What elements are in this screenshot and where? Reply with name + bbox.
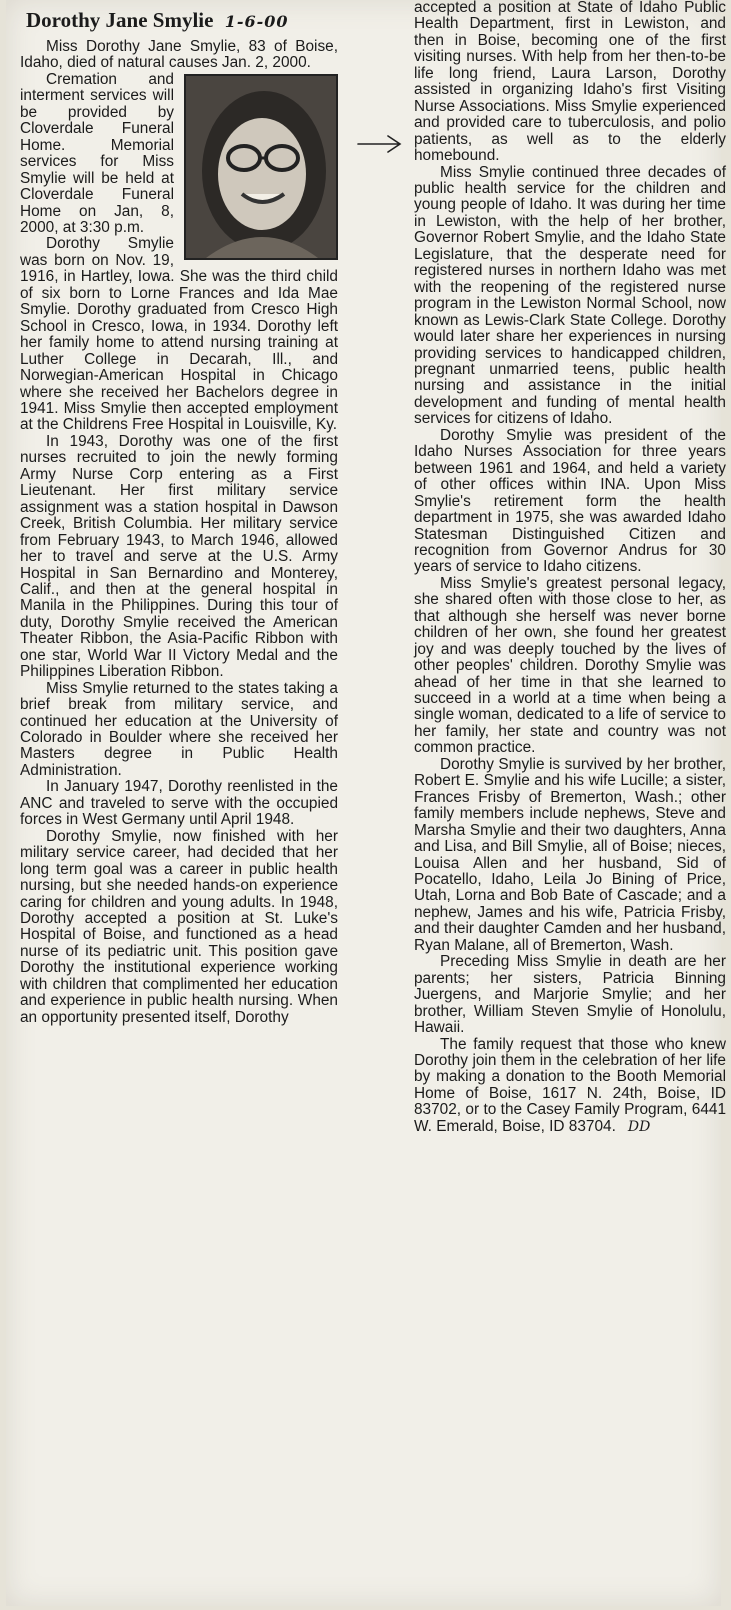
paragraph: Dorothy Smylie is survived by her brother, Robert E. Smylie and his wife Lucille; a sister, Frances Frisby of Bremerton, Wash.; other family members include nephews, Steve and Marsha Smylie and their two daughters, Anna and Lisa, and Bill Smylie, all of Boise; nieces, Louisa Allen and her husband, Sid of Pocatello, Idaho, Leila Jo Bining of Price, Utah, Lorna and Bob Bate of Cascade; and a nephew, James and his wife, Patricia Frisby, and their daughter Camden and her husband, Ryan Malane, all of Bremerton, Wash.	[414, 755, 726, 954]
paragraph: Dorothy Smylie, now finished with her military service career, had decided that her long term goal was a career in public health nursing, but she needed hands-on experience caring for children and young adults. In 1948, Dorothy accepted a position at St. Luke's Hospital of Boise, and functioned as a head nurse of its pediatric unit. This position gave Dorothy the institutional experience working with children that complimented her education and experience in public health nursing. When an opportunity presented itself, Dorothy	[20, 827, 338, 1026]
obituary-headline	[26, 7, 338, 35]
handwritten-date: 1-6-00	[224, 12, 289, 31]
paragraph: In January 1947, Dorothy reenlisted in the ANC and traveled to serve with the occupied forces in West Germany until April 1948.	[20, 778, 338, 829]
paragraph: Dorothy Smylie was president of the Idaho Nurses Association for three years between 1961 and 1964, and held a variety of other offices within INA. Upon Miss Smylie's retirement form the health department in 1975, she was awarded Idaho Statesman Distinguished Citizen and recognition from Governor Andrus for 30 years of service to Idaho citizens.	[414, 426, 726, 576]
paragraph: Miss Smylie continued three decades of public health service for the children and young people of Idaho. It was during her time in Lewiston, with the help of her brother, Governor Robert Smylie, and the Idaho State Legislature, that the desperate need for registered nurses in northern Idaho was met with the reopening of the registered nurse program in the Lewiston Normal School, now known as Lewis-Clark State College. Dorothy would later share her experiences in nursing providing services to handicapped children, pregnant unmarried teens, public health nursing and assistance in the initial development and funding of mental health services for citizens of Idaho.	[414, 163, 726, 428]
paragraph: Cremation and interment services will be provided by Cloverdale Funeral Home. Memorial services for Miss Smylie will be held at Cloverdale Funeral Home on Jan, 8, 2000, at 3:30 p.m.	[20, 70, 174, 236]
paragraph: Dorothy Smylie was born on Nov. 19, 1916, in Hartley, Iowa. She was the third child of six born to Lorne Frances and Ida Mae Smylie. Dorothy graduated from Cresco High School in Cresco, Iowa, in 1934. Dorothy left her family home to attend nursing training at Luther College in Decarah, Ill., and Norwegian-American Hospital in Chicago where she received her Bachelors degree in 1941. Miss Smylie then accepted employment at the Childrens Free Hospital in Louisville, Ky.	[20, 235, 338, 434]
portrait-photo	[184, 74, 338, 260]
paragraph: Preceding Miss Smylie in death are her parents; her sisters, Patricia Binning Juergens, and Marjorie Smylie; and her brother, William Steven Smylie of Honolulu, Hawaii.	[414, 953, 726, 1037]
newspaper-clipping	[6, 0, 726, 1606]
closing-text: The family request that those who knew Dorothy join them in the celebration of her life by making a donation to the Booth Memorial Home of Boise, 1617 N. 24th, Boise, ID 83702, or to the Casey Family Program, 6441 W. Emerald, Boise, ID 83704.	[414, 1035, 726, 1135]
paragraph: accepted a position at State of Idaho Public Health Department, first in Lewiston, and then in Boise, becoming one of the first visiting nurses. With help from her then-to-be life long friend, Laura Larson, Dorothy assisted in organizing Idaho's first Visiting Nurse Associations. Miss Smylie experienced and provided care to tuberculosis, and polio patients, as well as to the elderly homebound.	[414, 0, 726, 165]
hand-drawn-arrow-icon	[356, 133, 404, 160]
headline-name: Dorothy Jane Smylie	[26, 8, 214, 32]
paragraph	[414, 1037, 726, 1136]
paragraph: Miss Smylie returned to the states taking a brief break from military service, and continued her education at the University of Colorado in Boulder where she received her Masters degree in Public Health Administration.	[20, 679, 338, 779]
left-column	[20, 7, 338, 1026]
portrait-icon	[186, 76, 336, 258]
paragraph: Miss Smylie's greatest personal legacy, she shared often with those close to her, as that although she herself was never borne children of her own, she found her greatest joy and was deeply touched by the lives of other peoples' children. Dorothy Smylie was ahead of her time in that she learned to succeed in a world at a time when being a single woman, dedicated to a life of service to her family, her state and country was not common practice.	[414, 574, 726, 757]
right-column	[414, 0, 726, 1135]
handwritten-initials: DD	[627, 1118, 651, 1135]
paragraph: In 1943, Dorothy was one of the first nurses recruited to join the newly forming Army Nurse Corp entering as a First Lieutenant. Her first military service assignment was a station hospital in Dawson Creek, British Columbia. Her military service from February 1943, to March 1946, allowed her to travel and serve at the U.S. Army Hospital in San Bernardino and Monterey, Calif., and then at the general hospital in Manila in the Philippines. During this tour of duty, Dorothy Smylie received the American Theater Ribbon, the Asia-Pacific Ribbon with one star, World War II Victory Medal and the Philippines Liberation Ribbon.	[20, 432, 338, 681]
paragraph: Miss Dorothy Jane Smylie, 83 of Boise, Idaho, died of natural causes Jan. 2, 2000.	[20, 38, 338, 72]
